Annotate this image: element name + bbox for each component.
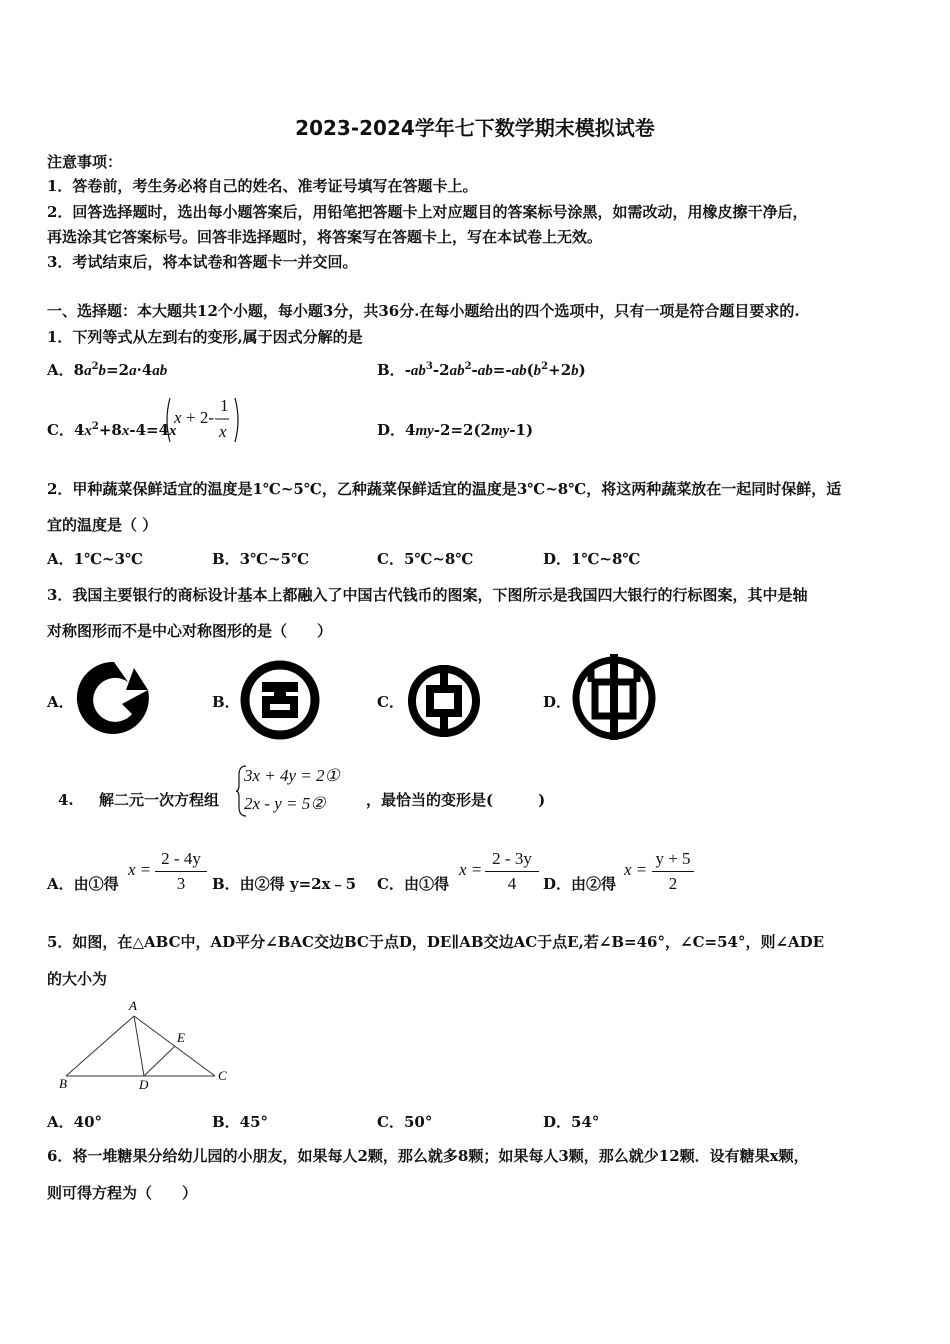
page-title: 2023-2024学年七下数学期末模拟试卷 bbox=[295, 116, 655, 140]
q4-a-fraction bbox=[155, 849, 207, 895]
q1-stem: 1．下列等式从左到右的变形,属于因式分解的是 bbox=[47, 328, 363, 346]
q4-option-c-label: C．由①得 bbox=[377, 875, 449, 893]
q4-a-denominator: 3 bbox=[176, 874, 186, 893]
q6-line1: 6．将一堆糖果分给幼儿园的小朋友，如果每人2颗，那么就多8颗；如果每人3颗，那么就少12颗．设有糖果x颗， bbox=[47, 1147, 809, 1165]
q2-option-c: C．5℃~8℃ bbox=[377, 550, 474, 568]
notice-item-1: 1．答卷前，考生务必将自己的姓名、准考证号填写在答题卡上。 bbox=[47, 177, 478, 195]
q4-d-numerator: y + 5 bbox=[655, 849, 691, 868]
q4-equation-1: 3x + 4y = 2① bbox=[244, 766, 340, 785]
q4-d-lhs: x = bbox=[624, 860, 648, 879]
bank-logo-abc-icon bbox=[571, 652, 657, 742]
notice-item-2: 2．回答选择题时，选出每小题答案后，用铅笔把答题卡上对应题目的答案标号涂黑，如需改动，用橡皮擦干净后， bbox=[47, 203, 808, 221]
q1-c-paren-num: 1 bbox=[220, 396, 229, 415]
q4-c-denominator: 4 bbox=[507, 874, 517, 893]
q1-option-c: C．$4x^2+8x-4=4x$ bbox=[47, 421, 177, 439]
figure-label-a: A bbox=[129, 998, 137, 1013]
q6-line2: 则可得方程为（ ） bbox=[47, 1184, 198, 1202]
bank-logo-icbc-icon bbox=[240, 660, 320, 740]
notice-item-3: 3．考试结束后，将本试卷和答题卡一并交回。 bbox=[47, 253, 358, 271]
q4-option-d-label: D．由②得 bbox=[543, 875, 617, 893]
q2-option-b: B．3℃~5℃ bbox=[212, 550, 310, 568]
q2-line1: 2．甲种蔬菜保鲜适宜的温度是1℃~5℃，乙种蔬菜保鲜适宜的温度是3℃~8℃，将这两种蔬菜放在一起同时保鲜，适 bbox=[47, 480, 842, 498]
q3-label-b: B． bbox=[212, 693, 240, 711]
q4-option-a-label: A．由①得 bbox=[47, 875, 119, 893]
q1-c-paren-x: x bbox=[174, 408, 182, 427]
q5-option-c: C．50° bbox=[377, 1113, 433, 1131]
q3-line2: 对称图形而不是中心对称图形的是（ ） bbox=[47, 622, 333, 640]
q2-option-a: A．1℃~3℃ bbox=[47, 550, 144, 568]
q4-stem: 解二元一次方程组 bbox=[99, 791, 220, 809]
q3-label-a: A． bbox=[47, 693, 74, 711]
q3-line1: 3．我国主要银行的商标设计基本上都融入了中国古代钱币的图案，下图所示是我国四大银行的行标图案，其中是轴 bbox=[47, 586, 808, 604]
q5-option-d: D．54° bbox=[543, 1113, 600, 1131]
q2-option-d: D．1℃~8℃ bbox=[543, 550, 641, 568]
bank-logo-boc-icon bbox=[406, 663, 482, 739]
q5-line1: 5．如图，在△ABC中，AD平分∠BAC交边BC于点D，DE∥AB交边AC于点E,若∠B=46°，∠C=54°，则∠ADE bbox=[47, 933, 825, 951]
q4-equation-2: 2x - y = 5② bbox=[244, 794, 326, 813]
q5-option-b: B．45° bbox=[212, 1113, 269, 1131]
q4-c-bar bbox=[485, 871, 539, 872]
figure-label-c: C bbox=[218, 1068, 227, 1083]
q1-option-b: B．$-ab^3-2ab^2-ab=-ab(b^2+2b)$ bbox=[377, 361, 586, 379]
figure-label-d: D bbox=[139, 1077, 149, 1092]
figure-label-e: E bbox=[177, 1030, 185, 1045]
q2-line2: 宜的温度是（ ） bbox=[47, 516, 158, 534]
q3-label-c: C． bbox=[377, 693, 404, 711]
q4-c-numerator: 2 - 3y bbox=[492, 849, 532, 868]
section-heading: 一、选择题：本大题共12个小题，每小题3分，共36分.在每小题给出的四个选项中，只有一项是符合题目要求的. bbox=[47, 302, 800, 320]
q4-number: 4. bbox=[58, 791, 74, 809]
q4-a-bar bbox=[155, 871, 207, 872]
q1-c-paren-den: x bbox=[219, 422, 227, 441]
q5-line2: 的大小为 bbox=[47, 970, 108, 988]
bank-logo-ccb-icon bbox=[76, 660, 152, 736]
q1-option-a: A．$8a^2b=2a\cdot 4ab$ bbox=[47, 361, 168, 379]
q5-triangle-figure bbox=[55, 998, 235, 1092]
q1-option-d: D．4my-2=2(2my-1) bbox=[377, 421, 534, 439]
q5-option-a: A．40° bbox=[47, 1113, 103, 1131]
q4-a-lhs: x = bbox=[128, 860, 152, 879]
q4-option-b: B．由②得 y=2x﹣5 bbox=[212, 875, 357, 893]
q4-c-fraction bbox=[485, 849, 539, 895]
q1-c-paren-plus: + 2- bbox=[186, 408, 214, 427]
figure-label-b: B bbox=[59, 1076, 67, 1091]
q4-d-denominator: 2 bbox=[668, 874, 678, 893]
notice-heading: 注意事项： bbox=[47, 153, 123, 171]
q4-d-fraction bbox=[652, 849, 694, 895]
q4-a-numerator: 2 - 4y bbox=[161, 849, 201, 868]
q4-c-lhs: x = bbox=[459, 860, 483, 879]
q3-label-d: D． bbox=[543, 693, 572, 711]
q4-d-bar bbox=[652, 871, 694, 872]
q4-suffix: ，最恰当的变形是( ) bbox=[366, 791, 546, 809]
notice-item-2-cont: 再选涂其它答案标号。回答非选择题时，将答案写在答题卡上，写在本试卷上无效。 bbox=[47, 228, 603, 246]
